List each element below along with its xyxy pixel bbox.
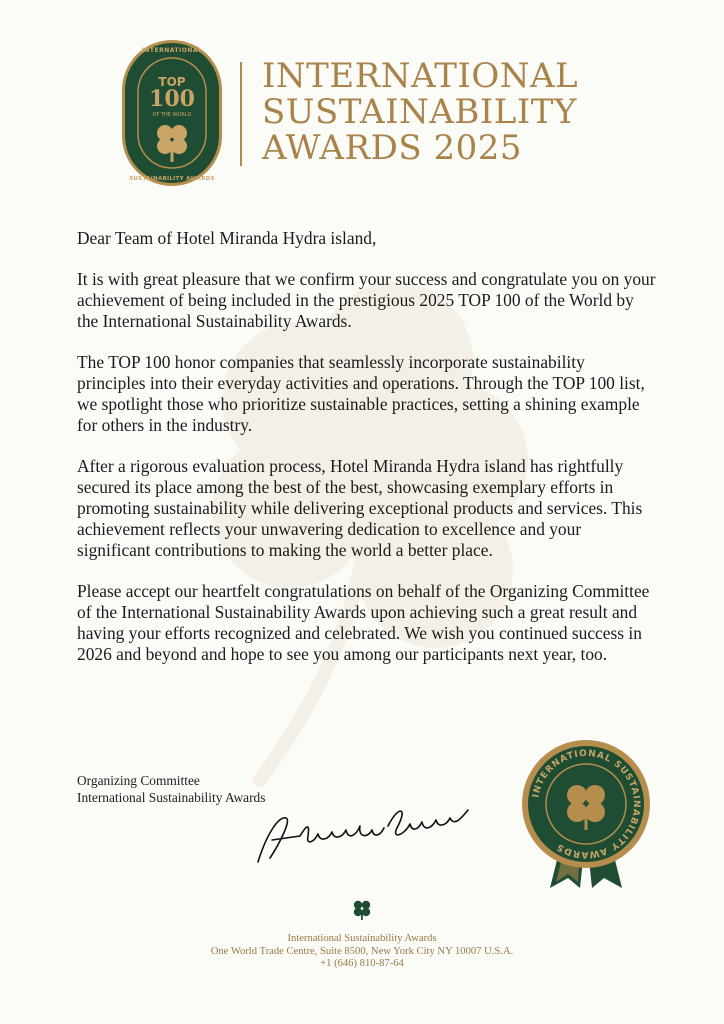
badge-number-text: 100 — [149, 86, 195, 112]
header-divider — [240, 62, 242, 166]
signoff-line-1: Organizing Committee — [77, 773, 200, 788]
svg-text:SUSTAINABILITY AWARDS: SUSTAINABILITY AWARDS — [129, 176, 215, 182]
svg-text:INTERNATIONAL: INTERNATIONAL — [141, 47, 203, 54]
letter-paragraph: It is with great pleasure that we confirm your success and congratulate you on your achievement of being included in the prestigious 2025 TOP 100 of the World by the International Sustainability Awards. — [77, 269, 656, 331]
badge-top-text: TOP — [158, 75, 186, 89]
signoff-line-2: International Sustainability Awards — [77, 790, 266, 805]
footer-address: One World Trade Centre, Suite 8500, New York City NY 10007 U.S.A. — [210, 945, 514, 957]
handwritten-signature — [248, 796, 478, 874]
letter-paragraph: Please accept our heartfelt congratulations on behalf of the Organizing Committee of the International Sustainability Awards upon achieving such a great result and having your efforts recognized and celebrated. We wish you continued success in 2026 and beyond and hope to see you among our participants next year, too. — [77, 581, 650, 664]
title-line-1: INTERNATIONAL — [262, 56, 579, 96]
title-line-2: SUSTAINABILITY — [262, 92, 577, 132]
letter-paragraph: After a rigorous evaluation process, Hotel Miranda Hydra island has rightfully secured its place among the best of the best, showcasing exemplary efforts in promoting sustainability while delivering exceptional products and services. This achievement reflects your unwavering dedication to excellence and your significant contributions to making the world a better place. — [77, 456, 643, 560]
title-line-3: AWARDS 2025 — [262, 128, 522, 168]
header-title — [262, 58, 622, 166]
seal-ring-text: INTERNATIONAL SUSTAINABILITY AWARDS — [531, 748, 642, 860]
footer-org: International Sustainability Awards — [287, 933, 437, 944]
letter-greeting: Dear Team of Hotel Miranda Hydra island, — [77, 228, 377, 248]
letter-body — [77, 228, 657, 685]
footer-phone: +1 (646) 810-87-64 — [320, 958, 404, 969]
footer-clover-icon — [351, 898, 373, 920]
badge-sub-text: OF THE WORLD — [152, 112, 192, 118]
award-seal — [520, 738, 652, 890]
top-100-badge-logo — [120, 38, 224, 188]
letter-paragraph: The TOP 100 honor companies that seamlessly incorporate sustainability principles into their everyday activities and operations. Through the TOP 100 list, we spotlight those who prioritize sustainable practices, setting a shining example for others in the industry. — [77, 352, 645, 435]
footer — [0, 933, 724, 971]
signoff-block — [77, 772, 265, 806]
